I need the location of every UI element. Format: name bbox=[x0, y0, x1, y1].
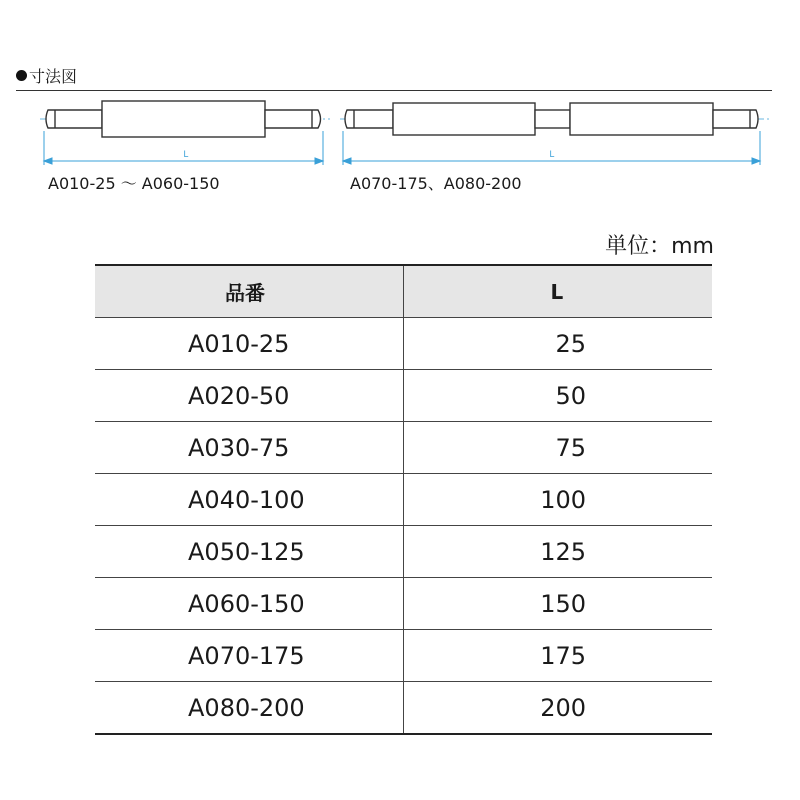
table-row bbox=[95, 370, 712, 422]
part-number-cell: A020-50 bbox=[95, 370, 403, 422]
caption-long-models: A070-175、A080-200 bbox=[350, 174, 522, 193]
dimension-diagram bbox=[0, 95, 800, 165]
part-number-cell: A010-25 bbox=[95, 318, 403, 370]
bullet-icon bbox=[16, 70, 27, 81]
length-cell: 75 bbox=[403, 422, 712, 474]
table-row bbox=[95, 630, 712, 682]
length-cell: 150 bbox=[403, 578, 712, 630]
table-row bbox=[95, 682, 712, 735]
length-cell: 175 bbox=[403, 630, 712, 682]
part-number-cell: A040-100 bbox=[95, 474, 403, 526]
part-number-cell: A050-125 bbox=[95, 526, 403, 578]
table-row bbox=[95, 318, 712, 370]
length-cell: 50 bbox=[403, 370, 712, 422]
table-row bbox=[95, 578, 712, 630]
length-cell: 100 bbox=[403, 474, 712, 526]
header-length: L bbox=[403, 265, 712, 318]
dimension-line-long bbox=[343, 131, 760, 165]
caption-short-models: A010-25 ～ A060-150 bbox=[48, 174, 220, 193]
section-divider bbox=[16, 90, 772, 91]
dimension-label-short: L bbox=[183, 149, 189, 159]
table-row bbox=[95, 422, 712, 474]
shaft-short bbox=[40, 101, 330, 137]
table-row bbox=[95, 474, 712, 526]
length-cell: 25 bbox=[403, 318, 712, 370]
length-cell: 200 bbox=[403, 682, 712, 735]
part-number-cell: A030-75 bbox=[95, 422, 403, 474]
unit-label: 単位：mm bbox=[605, 234, 714, 259]
part-number-cell: A080-200 bbox=[95, 682, 403, 735]
section-title-text: 寸法図 bbox=[29, 67, 78, 86]
part-number-cell: A060-150 bbox=[95, 578, 403, 630]
part-number-cell: A070-175 bbox=[95, 630, 403, 682]
table-header-row bbox=[95, 265, 712, 318]
dimension-label-long: L bbox=[549, 149, 555, 159]
table-row bbox=[95, 526, 712, 578]
section-title bbox=[16, 64, 77, 87]
shaft-long bbox=[340, 103, 770, 135]
header-part-number: 品番 bbox=[95, 265, 403, 318]
dimension-table bbox=[95, 264, 712, 735]
length-cell: 125 bbox=[403, 526, 712, 578]
